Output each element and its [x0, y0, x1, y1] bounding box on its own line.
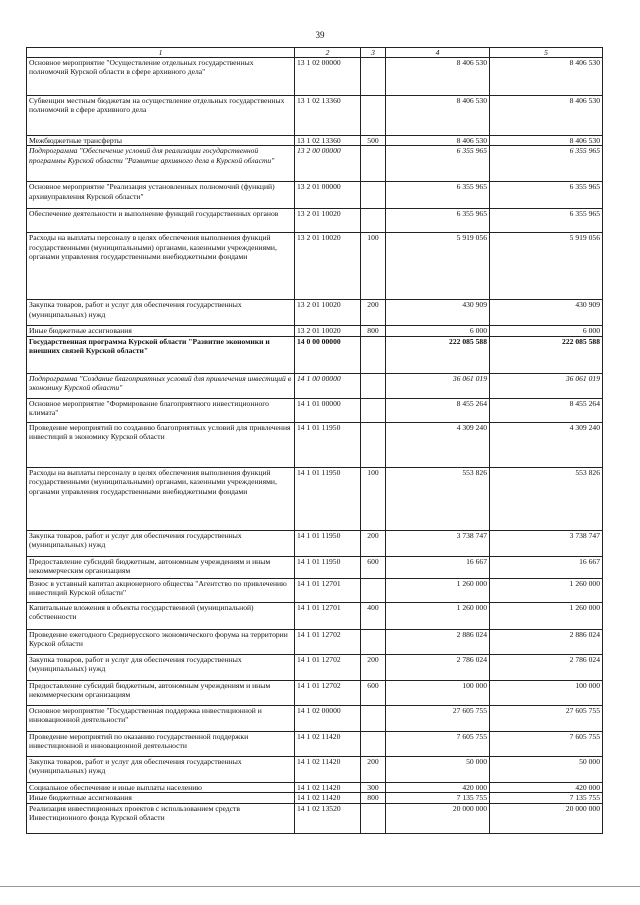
row-amount-2018-cell: 50 000 [490, 756, 603, 782]
row-name-cell: Закупка товаров, работ и услуг для обеспечения государственных (муниципальных) нужд [27, 530, 295, 556]
row-name-cell: Взнос в уставный капитал акционерного общества "Агентство по привлечению инвестиций Курской области" [27, 578, 295, 602]
row-code-cell: 14 1 02 13520 [295, 803, 361, 833]
row-name-cell: Закупка товаров, работ и услуг для обеспечения государственных (муниципальных) нужд [27, 654, 295, 680]
row-amount-2017-cell: 222 085 588 [386, 336, 490, 373]
row-name-cell: Предоставление субсидий бюджетным, автономным учреждениям и иным некоммерческим организациям [27, 556, 295, 578]
row-amount-2017-cell: 7 135 755 [386, 793, 490, 803]
row-amount-2017-cell: 553 826 [386, 467, 490, 530]
table-row [27, 629, 603, 654]
row-amount-2018-cell: 6 355 965 [490, 182, 603, 209]
row-code-cell: 14 1 01 11950 [295, 556, 361, 578]
row-type-cell: 200 [361, 654, 386, 680]
row-type-cell [361, 629, 386, 654]
row-name-cell: Иные бюджетные ассигнования [27, 793, 295, 803]
row-name-cell: Государственная программа Курской области "Развитие экономики и внешних связей Курской области" [27, 336, 295, 373]
row-amount-2017-cell: 16 667 [386, 556, 490, 578]
row-amount-2018-cell: 1 260 000 [490, 578, 603, 602]
table-row [27, 680, 603, 705]
row-code-cell: 14 1 02 00000 [295, 705, 361, 731]
row-amount-2018-cell: 7 135 755 [490, 793, 603, 803]
row-amount-2017-cell: 2 786 024 [386, 654, 490, 680]
table-row [27, 398, 603, 422]
row-code-cell: 14 1 01 11950 [295, 467, 361, 530]
row-code-cell: 14 1 00 00000 [295, 373, 361, 398]
row-name-cell: Закупка товаров, работ и услуг для обеспечения государственных (муниципальных) нужд [27, 300, 295, 326]
header-col-3: 3 [361, 48, 386, 58]
row-amount-2018-cell: 222 085 588 [490, 336, 603, 373]
row-type-cell: 800 [361, 326, 386, 336]
row-name-cell: Субвенции местным бюджетам на осуществление отдельных государственных полномочий в сфере архивного дела [27, 96, 295, 136]
row-type-cell: 600 [361, 556, 386, 578]
table-row [27, 58, 603, 96]
row-amount-2018-cell: 6 355 965 [490, 146, 603, 182]
row-code-cell: 14 1 01 12701 [295, 578, 361, 602]
row-type-cell [361, 209, 386, 233]
row-amount-2017-cell: 430 909 [386, 300, 490, 326]
row-amount-2018-cell: 3 738 747 [490, 530, 603, 556]
table-row [27, 96, 603, 136]
row-code-cell: 13 1 02 13360 [295, 96, 361, 136]
table-row [27, 654, 603, 680]
row-name-cell: Капитальные вложения в объекты государственной (муниципальной) собственности [27, 602, 295, 629]
row-code-cell: 14 1 01 11950 [295, 422, 361, 467]
row-type-cell [361, 182, 386, 209]
row-amount-2018-cell: 430 909 [490, 300, 603, 326]
table-row [27, 782, 603, 792]
row-amount-2018-cell: 2 786 024 [490, 654, 603, 680]
header-col-5: 5 [490, 48, 603, 58]
table-row [27, 300, 603, 326]
row-name-cell: Обеспечение деятельности и выполнение функций государственных органов [27, 209, 295, 233]
row-code-cell: 13 2 01 10020 [295, 233, 361, 300]
row-amount-2017-cell: 3 738 747 [386, 530, 490, 556]
row-amount-2017-cell: 100 000 [386, 680, 490, 705]
header-col-2: 2 [295, 48, 361, 58]
row-amount-2018-cell: 8 455 264 [490, 398, 603, 422]
row-type-cell [361, 803, 386, 833]
row-amount-2017-cell: 8 406 530 [386, 136, 490, 146]
table-row [27, 467, 603, 530]
row-amount-2018-cell: 8 406 530 [490, 96, 603, 136]
row-code-cell: 14 0 00 00000 [295, 336, 361, 373]
row-amount-2017-cell: 20 000 000 [386, 803, 490, 833]
row-amount-2017-cell: 4 309 240 [386, 422, 490, 467]
row-code-cell: 14 1 01 12702 [295, 629, 361, 654]
row-code-cell: 14 1 01 11950 [295, 530, 361, 556]
row-type-cell: 400 [361, 602, 386, 629]
row-name-cell: Проведение мероприятий по созданию благоприятных условий для привлечения инвестиций в экономику Курской области [27, 422, 295, 467]
row-name-cell: Расходы на выплаты персоналу в целях обеспечения выполнения функций государственными (муниципальными) органами, казенными учреждениями, органами управления государственными внебюджетными фондами [27, 233, 295, 300]
row-code-cell: 14 1 02 11420 [295, 731, 361, 756]
row-amount-2018-cell: 4 309 240 [490, 422, 603, 467]
row-amount-2018-cell: 7 605 755 [490, 731, 603, 756]
row-type-cell: 600 [361, 680, 386, 705]
row-type-cell [361, 705, 386, 731]
budget-table [26, 47, 603, 834]
row-code-cell: 13 2 00 00000 [295, 146, 361, 182]
row-amount-2017-cell: 27 605 755 [386, 705, 490, 731]
row-code-cell: 14 1 02 11420 [295, 782, 361, 792]
table-row [27, 803, 603, 833]
row-amount-2017-cell: 6 355 965 [386, 182, 490, 209]
row-name-cell: Социальное обеспечение и иные выплаты населению [27, 782, 295, 792]
row-type-cell: 100 [361, 467, 386, 530]
row-code-cell: 14 1 02 11420 [295, 756, 361, 782]
row-type-cell [361, 578, 386, 602]
row-amount-2017-cell: 5 919 056 [386, 233, 490, 300]
row-name-cell: Предоставление субсидий бюджетным, автономным учреждениям и иным некоммерческим организациям [27, 680, 295, 705]
table-row [27, 233, 603, 300]
row-amount-2017-cell: 6 000 [386, 326, 490, 336]
row-amount-2017-cell: 50 000 [386, 756, 490, 782]
row-amount-2018-cell: 2 886 024 [490, 629, 603, 654]
row-amount-2017-cell: 36 061 019 [386, 373, 490, 398]
row-name-cell: Реализация инвестиционных проектов с использованием средств Инвестиционного фонда Курской области [27, 803, 295, 833]
table-row [27, 793, 603, 803]
row-code-cell: 13 1 02 13360 [295, 136, 361, 146]
row-name-cell: Основное мероприятие "Государственная поддержка инвестиционной и инновационной деятельности" [27, 705, 295, 731]
table-row [27, 578, 603, 602]
row-name-cell: Проведение мероприятий по оказанию государственной поддержки инвестиционной и инновационной деятельности [27, 731, 295, 756]
row-code-cell: 14 1 01 00000 [295, 398, 361, 422]
row-type-cell [361, 422, 386, 467]
table-row [27, 182, 603, 209]
row-amount-2018-cell: 100 000 [490, 680, 603, 705]
table-row [27, 146, 603, 182]
table-row [27, 136, 603, 146]
row-name-cell: Проведение ежегодного Среднерусского экономического форума на территории Курской области [27, 629, 295, 654]
row-amount-2018-cell: 20 000 000 [490, 803, 603, 833]
table-row [27, 756, 603, 782]
row-amount-2018-cell: 420 000 [490, 782, 603, 792]
header-col-4: 4 [386, 48, 490, 58]
row-name-cell: Основное мероприятие "Реализация установленных полномочий (функций) архивуправления Курской области" [27, 182, 295, 209]
row-amount-2018-cell: 1 260 000 [490, 602, 603, 629]
row-amount-2017-cell: 8 406 530 [386, 96, 490, 136]
table-row [27, 556, 603, 578]
row-type-cell: 500 [361, 136, 386, 146]
row-amount-2018-cell: 16 667 [490, 556, 603, 578]
table-row [27, 530, 603, 556]
row-code-cell: 13 1 02 00000 [295, 58, 361, 96]
row-amount-2017-cell: 420 000 [386, 782, 490, 792]
page-bottom-rule [0, 886, 640, 887]
row-type-cell [361, 58, 386, 96]
row-amount-2017-cell: 6 355 965 [386, 146, 490, 182]
row-code-cell: 13 2 01 10020 [295, 300, 361, 326]
row-type-cell: 100 [361, 233, 386, 300]
table-row [27, 602, 603, 629]
row-name-cell: Основное мероприятие "Формирование благоприятного инвестиционного климата" [27, 398, 295, 422]
row-type-cell: 200 [361, 756, 386, 782]
row-name-cell: Основное мероприятие "Осуществление отдельных государственных полномочий Курской области в сфере архивного дела" [27, 58, 295, 96]
row-amount-2017-cell: 7 605 755 [386, 731, 490, 756]
row-amount-2018-cell: 6 000 [490, 326, 603, 336]
row-type-cell [361, 398, 386, 422]
table-header-row [27, 48, 603, 58]
table-row [27, 373, 603, 398]
row-name-cell: Закупка товаров, работ и услуг для обеспечения государственных (муниципальных) нужд [27, 756, 295, 782]
row-type-cell [361, 373, 386, 398]
row-amount-2017-cell: 8 406 530 [386, 58, 490, 96]
row-type-cell: 200 [361, 530, 386, 556]
row-amount-2018-cell: 8 406 530 [490, 58, 603, 96]
row-amount-2017-cell: 1 260 000 [386, 602, 490, 629]
row-type-cell: 200 [361, 300, 386, 326]
table-row [27, 326, 603, 336]
row-name-cell: Межбюджетные трансферты [27, 136, 295, 146]
header-col-1: 1 [27, 48, 295, 58]
row-name-cell: Расходы на выплаты персоналу в целях обеспечения выполнения функций государственными (муниципальными) органами, казенными учреждениями, органами управления государственными внебюджетными фондами [27, 467, 295, 530]
row-amount-2018-cell: 6 355 965 [490, 209, 603, 233]
row-amount-2017-cell: 1 260 000 [386, 578, 490, 602]
table-row [27, 422, 603, 467]
row-name-cell: Подпрограмма "Создание благоприятных условий для привлечения инвестиций в экономику Курской области" [27, 373, 295, 398]
table-row [27, 336, 603, 373]
page-number: 39 [315, 30, 325, 40]
row-code-cell: 13 2 01 10020 [295, 209, 361, 233]
table-row [27, 705, 603, 731]
row-type-cell: 800 [361, 793, 386, 803]
row-code-cell: 14 1 02 11420 [295, 793, 361, 803]
row-type-cell [361, 336, 386, 373]
row-type-cell: 300 [361, 782, 386, 792]
row-code-cell: 13 2 01 00000 [295, 182, 361, 209]
row-amount-2018-cell: 8 406 530 [490, 136, 603, 146]
table-row [27, 731, 603, 756]
row-amount-2017-cell: 8 455 264 [386, 398, 490, 422]
row-amount-2017-cell: 6 355 965 [386, 209, 490, 233]
row-code-cell: 14 1 01 12702 [295, 654, 361, 680]
row-type-cell [361, 146, 386, 182]
row-code-cell: 14 1 01 12701 [295, 602, 361, 629]
row-amount-2018-cell: 36 061 019 [490, 373, 603, 398]
row-name-cell: Иные бюджетные ассигнования [27, 326, 295, 336]
row-type-cell [361, 96, 386, 136]
row-amount-2018-cell: 5 919 056 [490, 233, 603, 300]
row-amount-2018-cell: 27 605 755 [490, 705, 603, 731]
row-amount-2017-cell: 2 886 024 [386, 629, 490, 654]
row-code-cell: 13 2 01 10020 [295, 326, 361, 336]
table-row [27, 209, 603, 233]
row-type-cell [361, 731, 386, 756]
row-code-cell: 14 1 01 12702 [295, 680, 361, 705]
row-amount-2018-cell: 553 826 [490, 467, 603, 530]
row-name-cell: Подпрограмма "Обеспечение условий для реализации государственной программы Курской области "Развитие архивного дела в Курской области" [27, 146, 295, 182]
